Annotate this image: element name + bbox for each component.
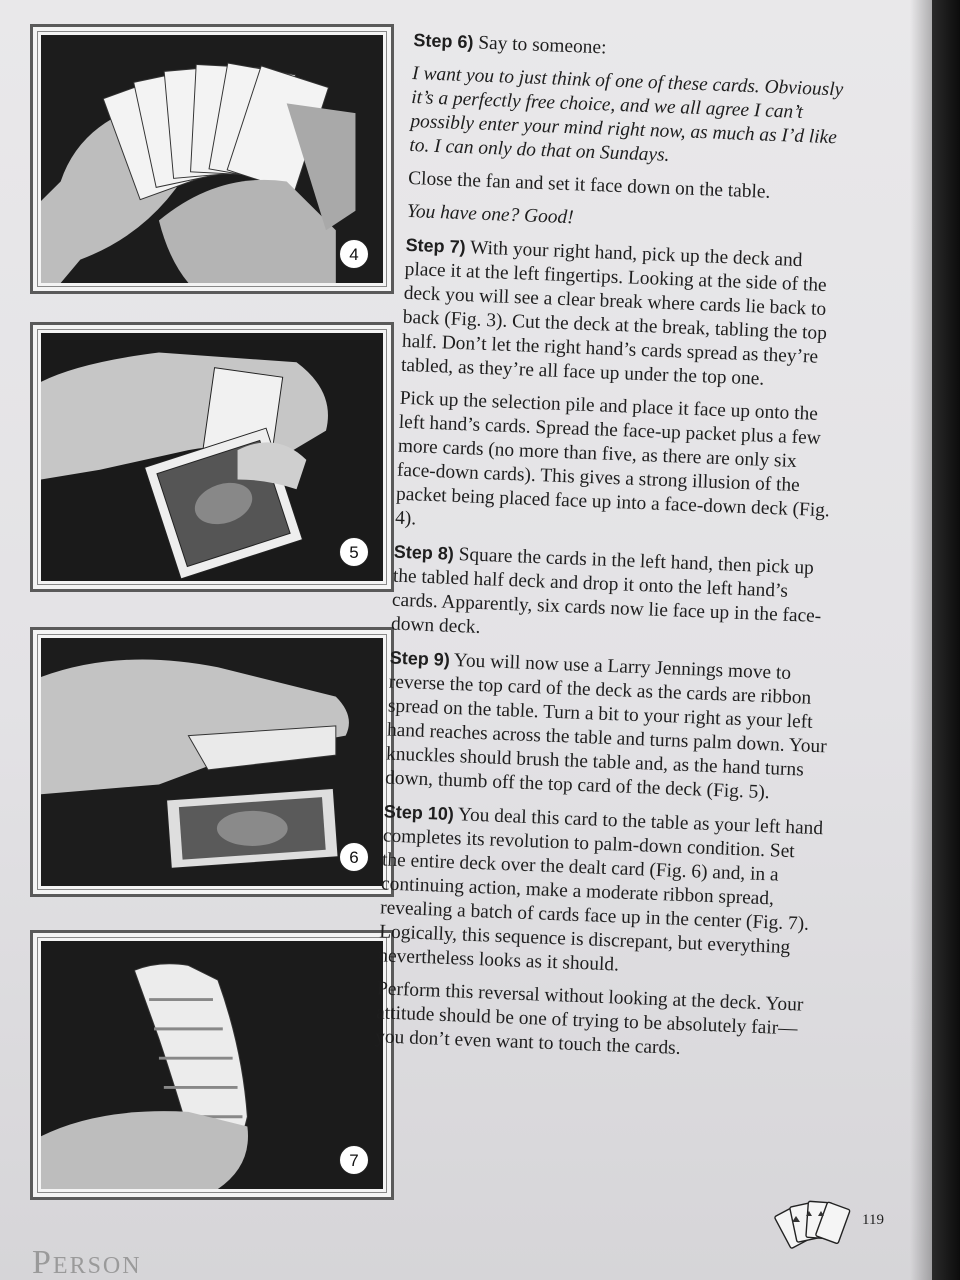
paragraph-body: Close the fan and set it face down on the table.: [407, 167, 771, 203]
step-label: Step 9): [389, 647, 451, 670]
card-fan-icon: [772, 1196, 856, 1258]
figure-4-number: 4: [339, 239, 369, 269]
paragraph-quote: [409, 62, 852, 175]
page-number: 119: [862, 1212, 884, 1228]
figure-7-photo: [41, 941, 383, 1189]
book-spine: [932, 0, 960, 1280]
figure-5-photo: [41, 333, 383, 581]
figure-5-number: 5: [339, 537, 369, 567]
figure-7-number: 7: [339, 1145, 369, 1175]
paragraph-body: You will now use a Larry Jennings move to reverse the top card of the deck as the cards are ribbon spread on the table. Turn a bit to your right as your left hand reaches across the table and turns palm down. Your knuckles should brush the table and, as the hand turns down, thumb off the top card of the deck (Fig. 5).: [384, 649, 828, 804]
paragraph: [395, 387, 840, 548]
paragraph-step-9: [385, 646, 830, 808]
figure-4-photo: [41, 35, 383, 283]
figure-5: [30, 322, 394, 592]
figure-6-photo: [41, 638, 383, 886]
figure-4: [30, 24, 394, 294]
page-edge-shadow: [910, 0, 932, 1280]
paragraph-body: With your right hand, pick up the deck and place it at the left fingertips. Looking at the side of the deck you will see a clear break where cards lie back to back (Fig. 3). Cut the deck at the break, tabling the top half. Don’t let the right hand’s cards spread as they’re tabled, as they’re all face up under the top one.: [400, 237, 828, 390]
running-head: Person: [32, 1244, 142, 1280]
figure-6: [30, 627, 394, 897]
paragraph-body: You deal this card to the table as your left hand completes its revolution to palm-down condition. Set the entire deck over the dealt card (Fig. 6) and, in a continuing action, make a moderate ribbon spread, revealing a batch of cards face up in the center (Fig. 7). Logically, this sequence is discrepant, but everything nevertheless looks as it should.: [377, 804, 824, 976]
paragraph-step-7: [401, 233, 846, 395]
figure-7: [30, 930, 394, 1200]
paragraph-body: Say to someone:: [473, 32, 607, 59]
paragraph-body: I want you to just think of one of these cards. Obviously it’s a perfectly free choice, and we all agree I can’t possibly enter your mind right now, as much as I’d like to. I can only do that on Sundays.: [409, 62, 844, 166]
instruction-text: [374, 28, 853, 1075]
paragraph-body: You have one? Good!: [406, 200, 575, 229]
paragraph-step-8: [391, 540, 834, 654]
paragraph-body: Square the cards in the left hand, then pick up the tabled half deck and drop it onto the left hand’s cards. Apparently, six cards now lie face up in the face-down deck.: [390, 543, 822, 638]
figure-6-number: 6: [339, 842, 369, 872]
step-label: Step 8): [393, 541, 455, 564]
paragraph-body: Pick up the selection pile and place it face up onto the left hand’s cards. Spread the face-up packet plus a few more cards (no more than five, as there are only six face-down cards). This gives a strong illusion of the packet being placed face up into a face-down deck (Fig. 4).: [394, 387, 831, 530]
step-label: Step 7): [405, 234, 467, 258]
step-label: Step 10): [383, 801, 455, 825]
paragraph-step-10: [378, 799, 824, 985]
step-label: Step 6): [413, 29, 474, 53]
paragraph: [375, 977, 817, 1066]
paragraph-body: Perform this reversal without looking at the deck. Your attitude should be one of trying to be absolutely fair—you don’t even want to touch the cards.: [374, 978, 804, 1059]
